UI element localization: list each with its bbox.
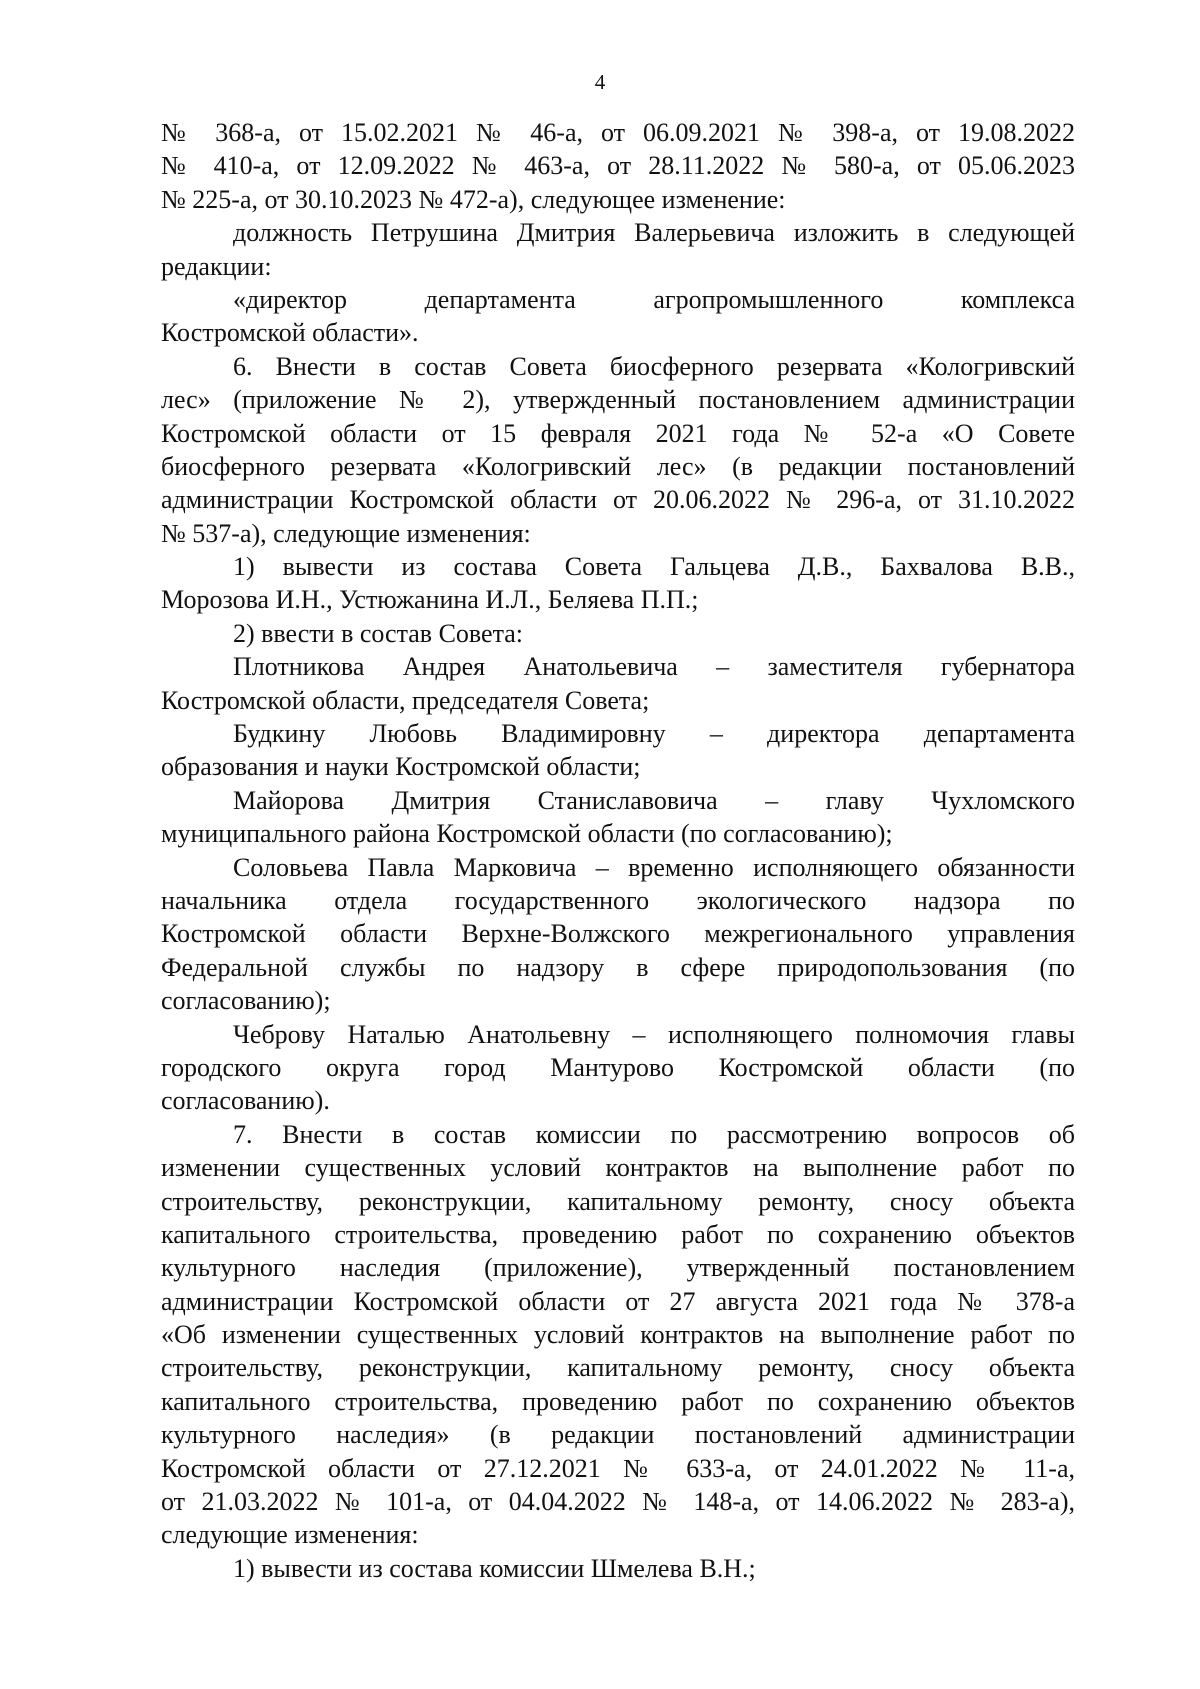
text-line: капитального строительства, проведению работ по сохранению объектов — [161, 1219, 1075, 1249]
text-line: № 225-а, от 30.10.2023 № 472-а), следующее изменение: — [161, 184, 786, 214]
text-line: культурного наследия (приложение), утвержденный постановлением — [161, 1253, 1075, 1283]
text-line: культурного наследия» (в редакции постановлений администрации — [161, 1420, 1075, 1450]
text-line: Костромской области, председателя Совета; — [161, 685, 650, 715]
document-body — [161, 116, 1075, 1585]
page-number: 4 — [594, 70, 606, 94]
text-line: Майорова Дмитрия Станиславовича – главу Чухломского — [233, 785, 1075, 815]
text-line: № 410-а, от 12.09.2022 № 463-а, от 28.11.2022 № 580-а, от 05.06.2023 — [161, 151, 1075, 181]
text-line: администрации Костромской области от 20.06.2022 № 296-а, от 31.10.2022 — [161, 485, 1075, 515]
text-line: Плотникова Андрея Анатольевича – заместителя губернатора — [233, 652, 1075, 682]
text-line: Морозова И.Н., Устюжанина И.Л., Беляева П.П.; — [161, 585, 699, 615]
text-line: Костромской области от 15 февраля 2021 года № 52-а «О Совете — [161, 418, 1075, 448]
text-line: «Об изменении существенных условий контрактов на выполнение работ по — [161, 1320, 1075, 1350]
text-line: Чеброву Наталью Анатольевну – исполняющего полномочия главы — [233, 1019, 1075, 1049]
text-line: биосферного резервата «Кологривский лес» (в редакции постановлений — [161, 451, 1075, 481]
text-line: лес» (приложение № 2), утвержденный постановлением администрации — [161, 385, 1075, 415]
text-line: строительству, реконструкции, капитальному ремонту, сносу объекта — [161, 1353, 1075, 1383]
text-line: № 537-а), следующие изменения: — [161, 518, 531, 548]
text-line: 2) ввести в состав Совета: — [233, 618, 524, 648]
text-line: 7. Внести в состав комиссии по рассмотрению вопросов об — [233, 1119, 1075, 1149]
text-line: муниципального района Костромской области (по согласованию); — [161, 819, 893, 849]
text-line: редакции: — [161, 251, 272, 281]
text-line: от 21.03.2022 № 101-а, от 04.04.2022 № 148-а, от 14.06.2022 № 283-а), — [161, 1487, 1075, 1517]
text-line: согласованию). — [161, 1086, 330, 1116]
text-line: капитального строительства, проведению работ по сохранению объектов — [161, 1386, 1075, 1416]
text-line: Соловьева Павла Марковича – временно исполняющего обязанности — [233, 852, 1075, 882]
text-line: строительству, реконструкции, капитальному ремонту, сносу объекта — [161, 1186, 1075, 1216]
text-line: 6. Внести в состав Совета биосферного резервата «Кологривский — [233, 351, 1075, 381]
text-line: Федеральной службы по надзору в сфере природопользования (по — [161, 952, 1075, 982]
text-line: Костромской области от 27.12.2021 № 633-а, от 24.01.2022 № 11-а, — [161, 1453, 1075, 1483]
text-line: согласованию); — [161, 986, 331, 1016]
text-line: 1) вывести из состава Совета Гальцева Д.В., Бахвалова В.В., — [233, 552, 1075, 582]
text-line: начальника отдела государственного экологического надзора по — [161, 885, 1075, 915]
text-line: следующие изменения: — [161, 1520, 419, 1550]
text-line: должность Петрушина Дмитрия Валерьевича изложить в следующей — [233, 218, 1075, 248]
text-line: Будкину Любовь Владимировну – директора департамента — [233, 719, 1075, 749]
text-line: 1) вывести из состава комиссии Шмелева В.Н.; — [233, 1553, 756, 1583]
text-line: администрации Костромской области от 27 августа 2021 года № 378-а — [161, 1286, 1075, 1316]
text-line: «директор департамента агропромышленного комплекса — [233, 284, 1075, 314]
text-line: Костромской области Верхне-Волжского межрегионального управления — [161, 919, 1075, 949]
text-line: № 368-а, от 15.02.2021 № 46-а, от 06.09.2021 № 398-а, от 19.08.2022 — [161, 118, 1075, 147]
text-line: Костромской области». — [161, 318, 419, 348]
text-line: образования и науки Костромской области; — [161, 752, 641, 782]
text-line: изменении существенных условий контрактов на выполнение работ по — [161, 1153, 1075, 1183]
text-line: городского округа город Мантурово Костромской области (по — [161, 1052, 1075, 1082]
